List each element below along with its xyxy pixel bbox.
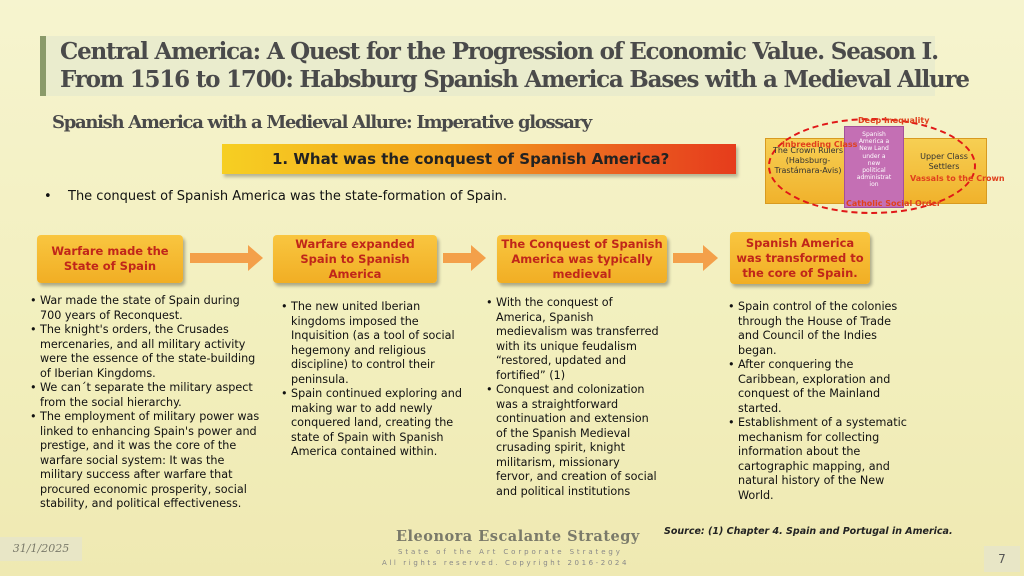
diagram-right-label: Vassals to the Crown — [910, 174, 1005, 183]
column-1-bullet: • We can´t separate the military aspect from the social hierarchy. — [30, 381, 262, 410]
center-line: political — [862, 167, 886, 175]
title-line-1: Central America: A Quest for the Progression of Economic Value. Season I. — [60, 38, 938, 65]
slide-date: 31/1/2025 — [0, 537, 82, 561]
left-box-line: Trastámara-Avis) — [774, 166, 842, 175]
column-3-text — [486, 296, 660, 499]
column-1-header: Warfare made the State of Spain — [37, 235, 183, 283]
column-4-text — [728, 300, 910, 503]
right-box-line: Upper Class — [920, 152, 968, 161]
brand-tagline: State of the Art Corporate Strategy — [398, 548, 623, 556]
column-4-bullet: • Spain control of the colonies through the House of Trade and Council of the Indies began. — [728, 300, 910, 358]
question-banner: 1. What was the conquest of Spanish America? — [222, 144, 736, 174]
column-4-bullet: • Establishment of a systematic mechanism for collecting information about the cartographic mapping, and natural history of the New World. — [728, 416, 910, 503]
main-bullet-text: The conquest of Spanish America was the state-formation of Spain. — [68, 189, 508, 204]
column-1-bullet: • The employment of military power was linked to enhancing Spain's power and prestige, and it was the core of the warfare social system: It was the military success after warfare that procured economic prosperity, social stability, and political effectiveness. — [30, 410, 262, 512]
brand-name: Eleonora Escalante Strategy — [396, 528, 640, 545]
title-accent-bar — [40, 36, 46, 96]
column-2-bullet: • Spain continued exploring and making war to add newly conquered land, creating the state of Spain with Spanish America contained within. — [281, 387, 467, 460]
column-2-header: Warfare expanded Spain to Spanish America — [273, 235, 437, 283]
diagram-center-box — [844, 126, 904, 208]
social-order-diagram — [760, 112, 1024, 216]
center-line: administrat — [856, 174, 892, 182]
column-2-text — [281, 300, 467, 460]
center-line: America a — [858, 138, 890, 146]
center-line: ion — [869, 181, 879, 189]
column-4-header: Spanish America was transformed to the core of Spain. — [730, 232, 870, 284]
column-3-bullet: • With the conquest of America, Spanish medievalism was transferred with its unique feudalism “restored, updated and fortified” (1) — [486, 296, 660, 383]
column-3-bullet: • Conquest and colonization was a straightforward continuation and extension of the Spanish Medieval crusading spirit, knight militarism, missionary fervor, and creation of social and political institutions — [486, 383, 660, 499]
center-line: New Land — [859, 145, 889, 153]
diagram-left-label: Inbreeding Class — [782, 140, 858, 149]
column-4-bullet: • After conquering the Caribbean, exploration and conquest of the Mainland started. — [728, 358, 910, 416]
diagram-left-box-text — [766, 146, 850, 176]
right-box-line: Settlers — [928, 162, 960, 171]
page-number: 7 — [984, 546, 1020, 572]
center-line: Spanish — [862, 131, 886, 138]
column-1-text — [30, 294, 262, 512]
brand-copyright: All rights reserved. Copyright 2016-2024 — [382, 559, 630, 567]
diagram-bottom-label: Catholic Social Order — [846, 199, 941, 208]
diagram-top-label: Deep Inequality — [858, 116, 930, 125]
left-box-line: (Habsburg- — [785, 156, 831, 165]
main-bullet: • The conquest of Spanish America was the state-formation of Spain. — [44, 189, 508, 204]
subtitle: Spanish America with a Medieval Allure: Imperative glossary — [52, 112, 591, 133]
column-1-bullet: • War made the state of Spain during 700 years of Reconquest. — [30, 294, 262, 323]
column-2-bullet: • The new united Iberian kingdoms imposed the Inquisition (as a tool of social hegemony and religious discipline) to control their peninsula. — [281, 300, 467, 387]
column-1-bullet: • The knight's orders, the Crusades mercenaries, and all military activity were the essence of the state-building of Iberian Kingdoms. — [30, 323, 262, 381]
column-3-header: The Conquest of Spanish America was typically medieval — [497, 235, 667, 283]
center-line: new — [867, 159, 881, 167]
source-citation: Source: (1) Chapter 4. Spain and Portugal in America. — [664, 526, 953, 537]
diagram-right-box-text — [906, 152, 982, 172]
left-box-line: The Crown Rulers — [772, 146, 844, 155]
title-line-2: From 1516 to 1700: Habsburg Spanish America Bases with a Medieval Allure — [60, 66, 969, 93]
center-line: under a — [862, 152, 886, 160]
